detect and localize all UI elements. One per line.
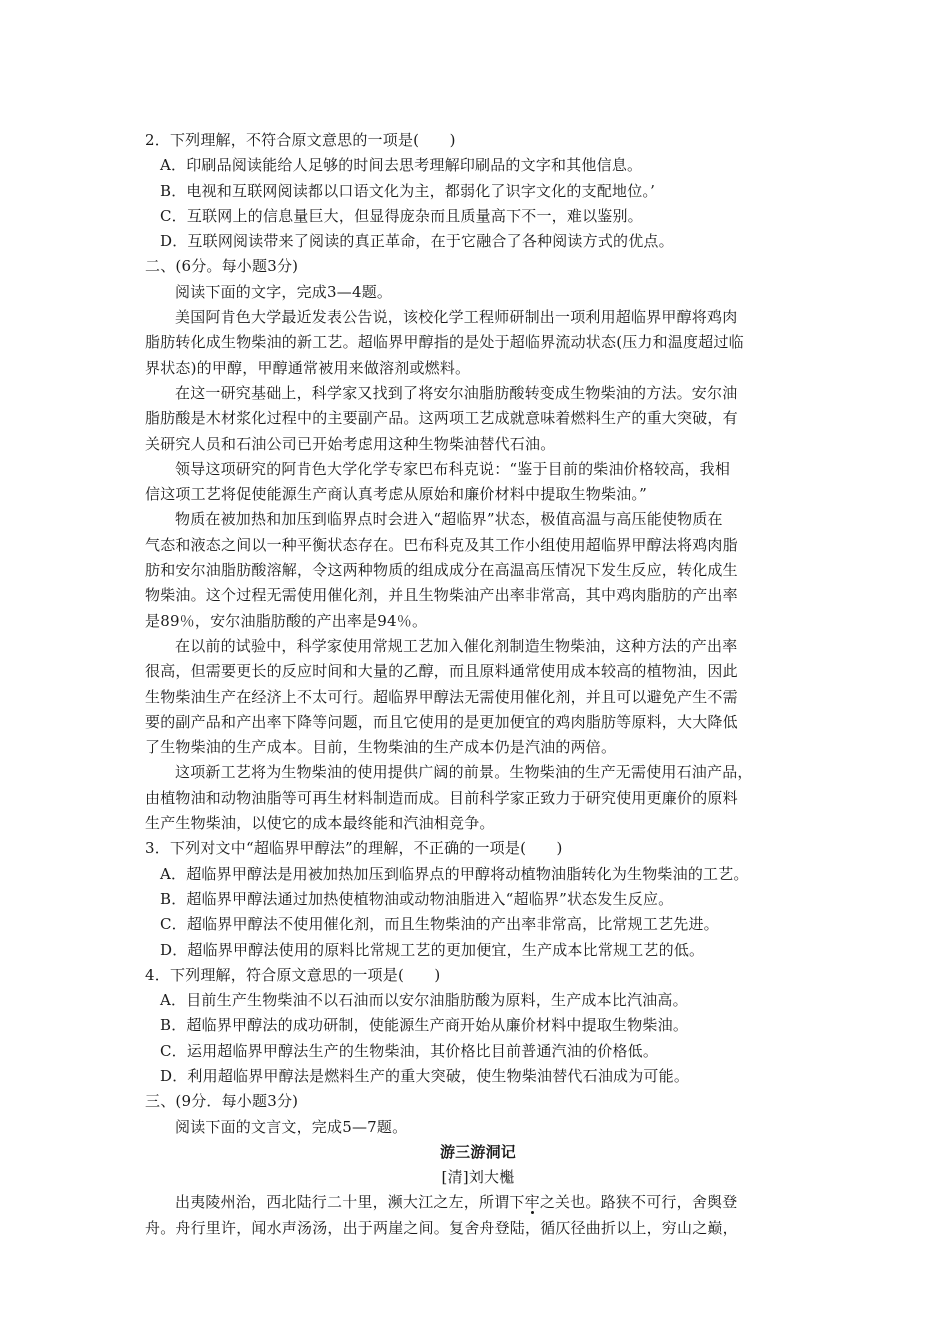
emphasized-char: 牢 <box>524 1193 540 1212</box>
text-line: 在以前的试验中，科学家使用常规工艺加入催化剂制造生物柴油，这种方法的产出率 <box>175 636 738 655</box>
section-2 <box>145 254 811 836</box>
passage-title: 游三游洞记 <box>439 1142 516 1161</box>
option-d: D．超临界甲醇法使用的原料比常规工艺的更加便宜，生产成本比常规工艺的低。 <box>160 940 705 959</box>
section-heading: 三、(9分．每小题3分) <box>145 1092 299 1111</box>
passage-paragraph <box>145 760 811 836</box>
text-line: 是89％，安尔油脂肪酸的产出率是94％。 <box>145 611 428 630</box>
text-line: 信这项工艺将促使能源生产商认真考虑从原始和廉价材料中提取生物柴油。” <box>145 485 647 504</box>
text-line: 了生物柴油的生产成本。目前，生物柴油的生产成本仍是汽油的两倍。 <box>145 738 617 757</box>
text-segment: 之关也。路狭不可行，舍舆登 <box>539 1193 738 1212</box>
text-segment: 出夷陵州治，西北陆行二十里，濒大江之左，所谓下 <box>175 1193 525 1212</box>
text-line: 由植物油和动物油脂等可再生材料制造而成。目前科学家正致力于研究使用更廉价的原料 <box>145 788 738 807</box>
text-line: 很高，但需要更长的反应时间和大量的乙醇，而且原料通常使用成本较高的植物油，因此 <box>145 662 738 681</box>
question-stem: 2．下列理解，不符合原文意思的一项是( ) <box>145 131 456 149</box>
section-heading: 二、(6分。每小题3分) <box>145 257 299 276</box>
text-line: 生产生物柴油，以使它的成本最终能和汽油相竞争。 <box>145 814 495 833</box>
classical-passage <box>145 1190 811 1241</box>
text-line: 关研究人员和石油公司已开始考虑用这种生物柴油替代石油。 <box>145 434 556 453</box>
text-line: 物质在被加热和加压到临界点时会进入“超临界”状态，极值高温与高压能使物质在 <box>175 510 723 529</box>
passage-paragraph <box>145 381 811 457</box>
section-3 <box>145 1089 811 1241</box>
text-line: 生物柴油生产在经济上不太可行。超临界甲醇法无需使用催化剂，并且可以避免产生不需 <box>145 687 738 706</box>
option-a: A．印刷品阅读能给人足够的时间去思考理解印刷品的文字和其他信息。 <box>160 156 643 175</box>
passage-author: [清]刘大櫆 <box>441 1168 515 1187</box>
section-instruction: 阅读下面的文言文，完成5—7题。 <box>175 1117 408 1136</box>
option-d: D．互联网阅读带来了阅读的真正革命，在于它融合了各种阅读方式的优点。 <box>160 232 674 251</box>
option-a: A．超临界甲醇法是用被加热加压到临界点的甲醇将动植物油脂转化为生物柴油的工艺。 <box>160 864 749 883</box>
text-line: 要的副产品和产出率下降等问题，而且它使用的是更加便宜的鸡肉脂肪等原料，大大降低 <box>145 712 738 731</box>
passage-paragraph <box>145 507 811 633</box>
text-line: 气态和液态之间以一种平衡状态存在。巴布科克及其工作小组使用超临界甲醇法将鸡肉脂 <box>145 535 738 554</box>
exam-page <box>145 128 811 1241</box>
section-instruction: 阅读下面的文字，完成3—4题。 <box>175 282 393 301</box>
text-line: 脂肪酸是木材浆化过程中的主要副产品。这两项工艺成就意味着燃料生产的重大突破，有 <box>145 409 738 428</box>
question-3 <box>145 836 811 962</box>
question-2 <box>145 128 811 254</box>
option-b: B．超临界甲醇法通过加热使植物油或动物油脂进入“超临界”状态发生反应。 <box>160 889 674 908</box>
passage-paragraph <box>145 634 811 760</box>
text-line <box>145 1190 811 1215</box>
option-c: C．超临界甲醇法不使用催化剂，而且生物柴油的产出率非常高，比常规工艺先进。 <box>160 915 719 934</box>
question-stem: 3．下列对文中“超临界甲醇法”的理解，不正确的一项是( ) <box>145 839 563 858</box>
question-4 <box>145 963 811 1089</box>
option-c: C．运用超临界甲醇法生产的生物柴油，其价格比目前普通汽油的价格低。 <box>160 1041 659 1060</box>
option-c: C．互联网上的信息量巨大，但显得庞杂而且质量高下不一，难以鉴别。 <box>160 206 643 225</box>
option-a: A．目前生产生物柴油不以石油而以安尔油脂肪酸为原料，生产成本比汽油高。 <box>160 991 688 1010</box>
text-line: 界状态)的甲醇，甲醇通常被用来做溶剂或燃料。 <box>145 358 471 377</box>
text-line: 在这一研究基础上，科学家又找到了将安尔油脂肪酸转变成生物柴油的方法。安尔油 <box>175 383 738 402</box>
text-line: 物柴油。这个过程无需使用催化剂，并且生物柴油产出率非常高，其中鸡肉脂肪的产出率 <box>145 586 738 605</box>
text-line: 这项新工艺将为生物柴油的使用提供广阔的前景。生物柴油的生产无需使用石油产品， <box>175 763 753 782</box>
passage-paragraph <box>145 457 811 508</box>
option-b: B．电视和互联网阅读都以口语文化为主，都弱化了识字文化的支配地位。’ <box>160 181 656 200</box>
passage-paragraph <box>145 305 811 381</box>
question-stem: 4．下列理解，符合原文意思的一项是( ) <box>145 965 441 984</box>
text-line: 肪和安尔油脂肪酸溶解，令这两种物质的组成成分在高温高压情况下发生反应，转化成生 <box>145 561 738 580</box>
option-d: D．利用超临界甲醇法是燃料生产的重大突破，使生物柴油替代石油成为可能。 <box>160 1066 690 1085</box>
text-line: 美国阿肯色大学最近发表公告说，该校化学工程师研制出一项利用超临界甲醇将鸡肉 <box>175 308 738 327</box>
option-b: B．超临界甲醇法的成功研制，使能源生产商开始从廉价材料中提取生物柴油。 <box>160 1016 689 1035</box>
text-line: 舟。舟行里许，闻水声汤汤，出于两崖之间。复舍舟登陆，循仄径曲折以上，穷山之巅， <box>145 1218 738 1237</box>
text-line: 领导这项研究的阿肯色大学化学专家巴布科克说：“鉴于目前的柴油价格较高，我相 <box>175 459 731 478</box>
text-line: 脂肪转化成生物柴油的新工艺。超临界甲醇指的是处于超临界流动状态(压力和温度超过临 <box>145 333 744 352</box>
